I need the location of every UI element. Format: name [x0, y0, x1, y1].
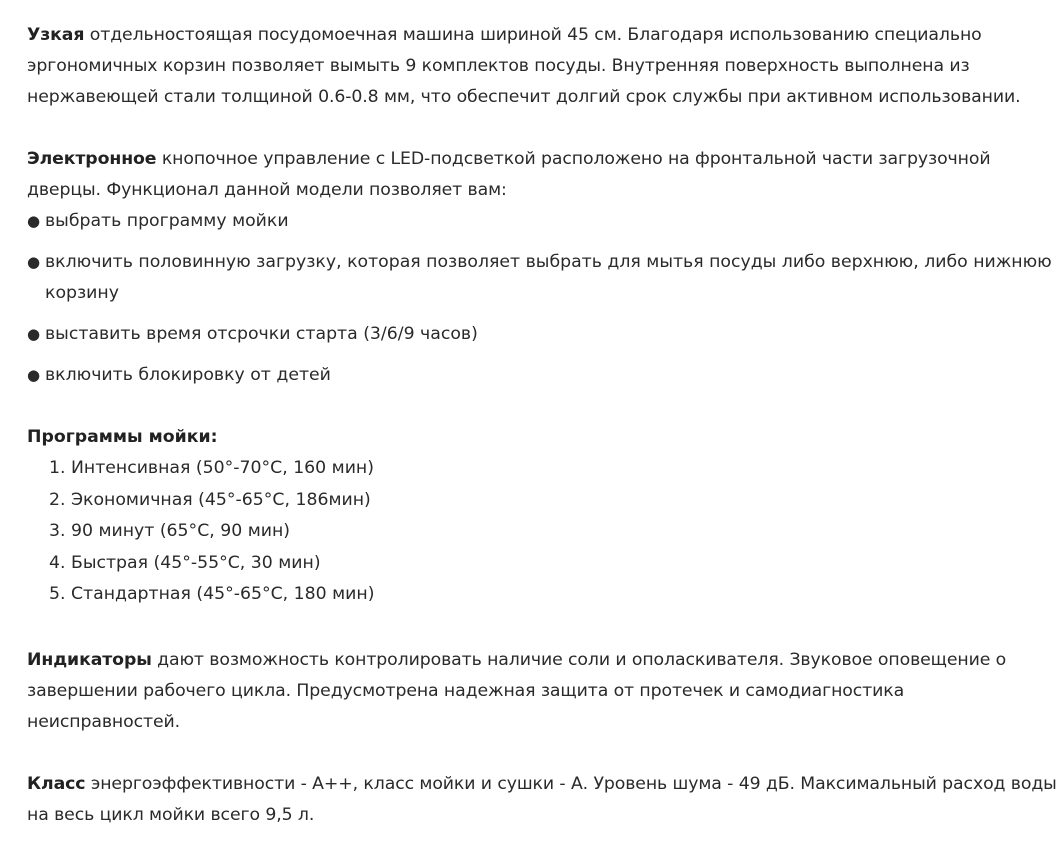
paragraph-electronic	[27, 144, 1061, 206]
paragraph-narrow-text: отдельностоящая посудомоечная машина шириной 45 см. Благодаря использованию специально эргономичных корзин позволяет вымыть 9 комплектов посуды. Внутренняя поверхность выполнена из нержавеющей стали толщиной 0.6-0.8 мм, что обеспечит долгий срок службы при активном использовании.	[27, 25, 1021, 107]
paragraph-class-bold: Класс	[27, 773, 86, 794]
list-item: ● выбрать программу мойки	[27, 206, 1061, 237]
paragraph-electronic-text: кнопочное управление с LED-подсветкой расположено на фронтальной части загрузочной дверцы. Функционал данной модели позволяет вам:	[27, 149, 991, 200]
bullet-icon: ●	[27, 253, 41, 271]
list-item: 5. Стандартная (45°-65°С, 180 мин)	[49, 584, 375, 604]
paragraph-class-text: энергоэффективности - А++, класс мойки и сушки - А. Уровень шума - 49 дБ. Максимальный расход воды на весь цикл мойки всего 9,5 л.	[27, 773, 1057, 825]
bullet-icon: ●	[27, 325, 41, 343]
paragraph-narrow-bold: Узкая	[27, 25, 85, 45]
list-item: ● включить блокировку от детей	[27, 360, 1061, 391]
list-item: 4. Быстрая (45°-55°С, 30 мин)	[49, 552, 321, 573]
bullet-icon: ●	[27, 366, 41, 384]
list-item: 1. Интенсивная (50°-70°С, 160 мин)	[49, 458, 374, 478]
list-item: ● выставить время отсрочки старта (3/6/9 часов)	[27, 319, 1061, 350]
paragraph-narrow	[27, 20, 1061, 113]
paragraph-indicators	[27, 645, 1061, 738]
list-item: 2. Экономичная (45°-65°С, 186мин)	[49, 489, 371, 510]
list-item: 3. 90 минут (65°С, 90 мин)	[49, 521, 291, 541]
product-description	[27, 20, 1061, 831]
features-list	[27, 206, 1061, 391]
paragraph-electronic-bold: Электронное	[27, 149, 157, 169]
bullet-icon: ●	[27, 212, 41, 230]
paragraph-indicators-text: дают возможность контролировать наличие соли и ополаскивателя. Звуковое оповещение о завершении рабочего цикла. Предусмотрена надежная защита от протечек и самодиагностика неисправностей.	[27, 649, 1007, 732]
programs-list	[27, 453, 1061, 611]
paragraph-indicators-bold: Индикаторы	[27, 649, 152, 670]
list-item: ● включить половинную загрузку, которая позволяет выбрать для мытья посуды либо верхнюю, либо нижнюю корзину	[27, 247, 1061, 309]
paragraph-class	[27, 769, 1061, 831]
programs-heading: Программы мойки:	[27, 427, 218, 447]
